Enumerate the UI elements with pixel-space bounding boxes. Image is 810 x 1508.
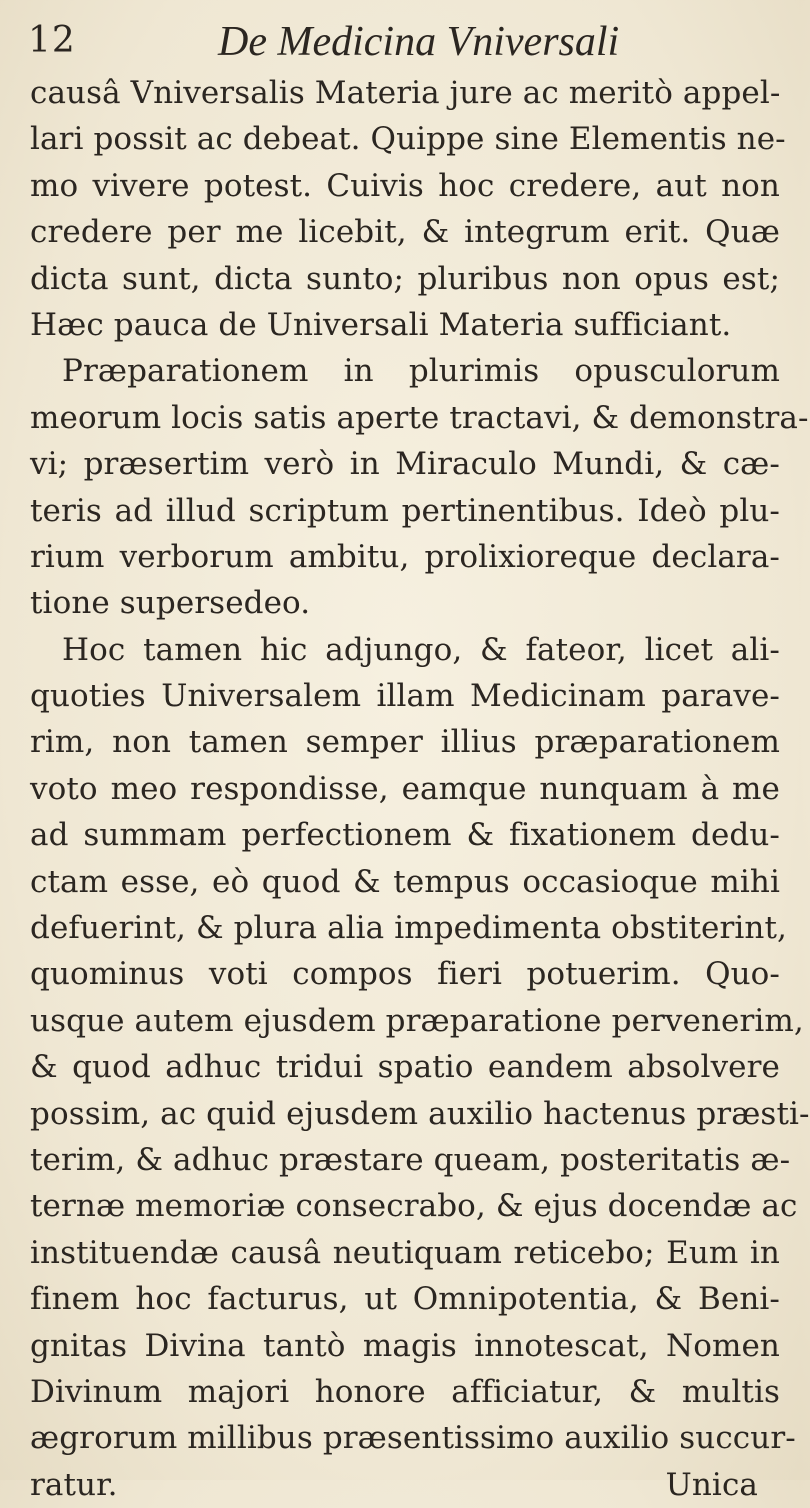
catchword: Unica <box>665 1466 758 1503</box>
text-line: dicta sunt, dicta sunto; pluribus non opus est; <box>30 260 780 297</box>
running-head: De Medicina Vniversali <box>218 19 620 65</box>
text-line: Hoc tamen hic adjungo, & fateor, licet ali- <box>62 631 780 668</box>
text-line: mo vivere potest. Cuivis hoc credere, aut non <box>30 167 780 204</box>
text-line: vi; præsertim verò in Miraculo Mundi, & cæ- <box>30 446 780 483</box>
text-line: quoties Universalem illam Medicinam parave- <box>30 678 780 715</box>
text-line: instituendæ causâ neutiquam reticebo; Eum in <box>30 1234 780 1271</box>
text-line: ad summam perfectionem & fixationem dedu- <box>30 817 780 854</box>
text-line: usque autem ejusdem præparatione pervenerim, <box>30 1002 804 1039</box>
text-line: tione supersedeo. <box>30 585 311 622</box>
text-line: teris ad illud scriptum pertinentibus. Ideò plu- <box>30 492 780 529</box>
text-line: possim, ac quid ejusdem auxilio hactenus præsti- <box>30 1095 810 1132</box>
text-line: meorum locis satis aperte tractavi, & demonstra- <box>30 399 809 436</box>
text-line: finem hoc facturus, ut Omnipotentia, & Beni- <box>30 1281 780 1318</box>
text-line: voto meo respondisse, eamque nunquam à me <box>30 770 780 807</box>
page-header <box>28 18 758 78</box>
text-line: gnitas Divina tantò magis innotescat, Nomen <box>30 1327 780 1364</box>
text-line: causâ Vniversalis Materia jure ac meritò appel- <box>30 75 781 111</box>
text-line: credere per me licebit, & integrum erit. Quæ <box>30 214 780 251</box>
page-number: 12 <box>28 20 76 61</box>
text-line: terim, & adhuc præstare queam, posteritatis æ- <box>30 1141 791 1178</box>
text-line: ctam esse, eò quod & tempus occasioque mihi <box>30 863 780 900</box>
text-line: ternæ memoriæ consecrabo, & ejus docendæ ac <box>30 1188 798 1225</box>
body-text <box>30 70 810 1508</box>
text-line: quominus voti compos fieri potuerim. Quo- <box>30 956 780 993</box>
text-line-end: ratur. <box>30 1466 118 1503</box>
text-line: lari possit ac debeat. Quippe sine Elementis ne- <box>30 121 786 158</box>
text-line: Præparationem in plurimis opusculorum <box>62 353 780 390</box>
text-line: Divinum majori honore afficiatur, & multis <box>30 1373 780 1410</box>
text-line: rium verborum ambitu, prolixioreque declara- <box>30 538 780 575</box>
text-line: defuerint, & plura alia impedimenta obstiterint, <box>30 910 787 947</box>
text-line: ægrorum millibus præsentissimo auxilio succur- <box>30 1420 796 1457</box>
text-line: rim, non tamen semper illius præparationem <box>30 724 780 761</box>
text-line: Hæc pauca de Universali Materia sufficiant. <box>30 306 732 343</box>
text-line: & quod adhuc tridui spatio eandem absolvere <box>30 1049 780 1086</box>
last-text-line <box>30 1462 780 1508</box>
